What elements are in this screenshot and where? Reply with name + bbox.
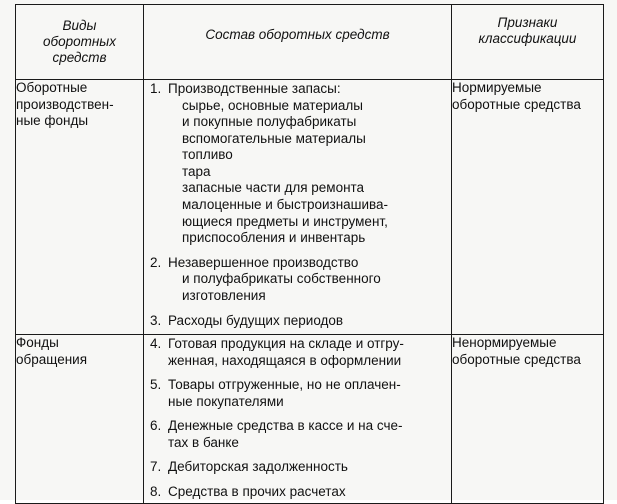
item-number: 8. — [150, 483, 162, 499]
header-kinds-line: оборотных — [43, 34, 116, 49]
kind-cell — [16, 335, 144, 504]
item-text: Товары отгруженные, но не оплачен- — [168, 377, 401, 392]
list-item — [144, 484, 451, 501]
list-item — [144, 81, 451, 247]
list-item — [144, 313, 451, 330]
kind-cell — [16, 80, 144, 335]
item-text: Дебиторская задолженность — [168, 459, 348, 474]
header-kinds-line: средств — [52, 50, 107, 65]
subitem-text: топливо — [182, 147, 233, 163]
list-item — [144, 459, 451, 476]
kind-line: производствен- — [16, 96, 114, 112]
header-kinds-line: Виды — [62, 18, 97, 33]
composition-cell — [144, 80, 452, 335]
subitem-text: малоценные и быстроизнашива- — [182, 197, 389, 213]
item-sublist — [168, 98, 451, 247]
composition-cell — [144, 335, 452, 504]
list-item — [144, 377, 451, 410]
subitem-text: приспособления и инвентарь — [182, 230, 366, 246]
header-signs-line: Признаки — [497, 15, 558, 30]
subitem-text: и полуфабрикаты собственного — [182, 271, 381, 287]
list-item — [144, 336, 451, 369]
table-row — [16, 335, 604, 504]
item-text: Незавершенное производство — [168, 254, 359, 270]
header-kinds — [16, 5, 144, 80]
item-number: 7. — [150, 459, 162, 474]
header-signs — [452, 5, 604, 80]
item-text: ные покупателями — [168, 393, 284, 409]
list-item — [144, 418, 451, 451]
sign-line: Нормируемые — [452, 80, 542, 95]
item-text: Денежные средства в кассе и на сче- — [168, 418, 403, 433]
item-number: 3. — [150, 312, 162, 328]
sign-cell — [452, 335, 604, 504]
item-number: 5. — [150, 377, 162, 392]
item-number: 4. — [150, 336, 162, 351]
item-text: тах в банке — [168, 434, 239, 450]
table-row — [16, 80, 604, 335]
list-item — [144, 255, 451, 305]
kind-line: обращения — [16, 351, 88, 367]
sign-line: оборотные средства — [452, 351, 581, 367]
item-sublist — [168, 271, 451, 304]
subitem-text: тара — [182, 163, 211, 179]
subitem-text: ющиеся предметы и инструмент, — [182, 213, 388, 229]
sign-cell — [452, 80, 604, 335]
kind-line: ные фонды — [16, 113, 89, 128]
kind-line: Оборотные — [16, 80, 88, 95]
subitem-text: вспомогательные материалы — [182, 130, 366, 146]
subitem-text: запасные части для ремонта — [182, 180, 365, 196]
header-signs-line: классификации — [478, 31, 577, 46]
sign-line: Ненормируемые — [452, 335, 557, 350]
item-number: 1. — [150, 81, 162, 96]
kind-line: Фонды — [16, 335, 59, 350]
header-composition — [144, 5, 452, 80]
subitem-text: сырье, основные материалы — [182, 97, 363, 113]
classification-table — [15, 4, 604, 504]
item-number: 2. — [150, 254, 162, 270]
sign-line: оборотные средства — [452, 96, 581, 112]
item-text: Средства в прочих расчетах — [168, 483, 346, 499]
subitem-text: изготовления — [182, 287, 266, 303]
item-text: Готовая продукция на складе и отгру- — [168, 336, 404, 351]
item-text: женная, находящаяся в оформлении — [168, 352, 402, 368]
item-number: 6. — [150, 418, 162, 433]
header-row — [16, 5, 604, 80]
header-composition-label: Состав оборотных средств — [205, 27, 390, 42]
item-text: Расходы будущих периодов — [168, 312, 344, 328]
item-text: Производственные запасы: — [168, 81, 341, 96]
subitem-text: и покупные полуфабрикаты — [182, 114, 357, 130]
